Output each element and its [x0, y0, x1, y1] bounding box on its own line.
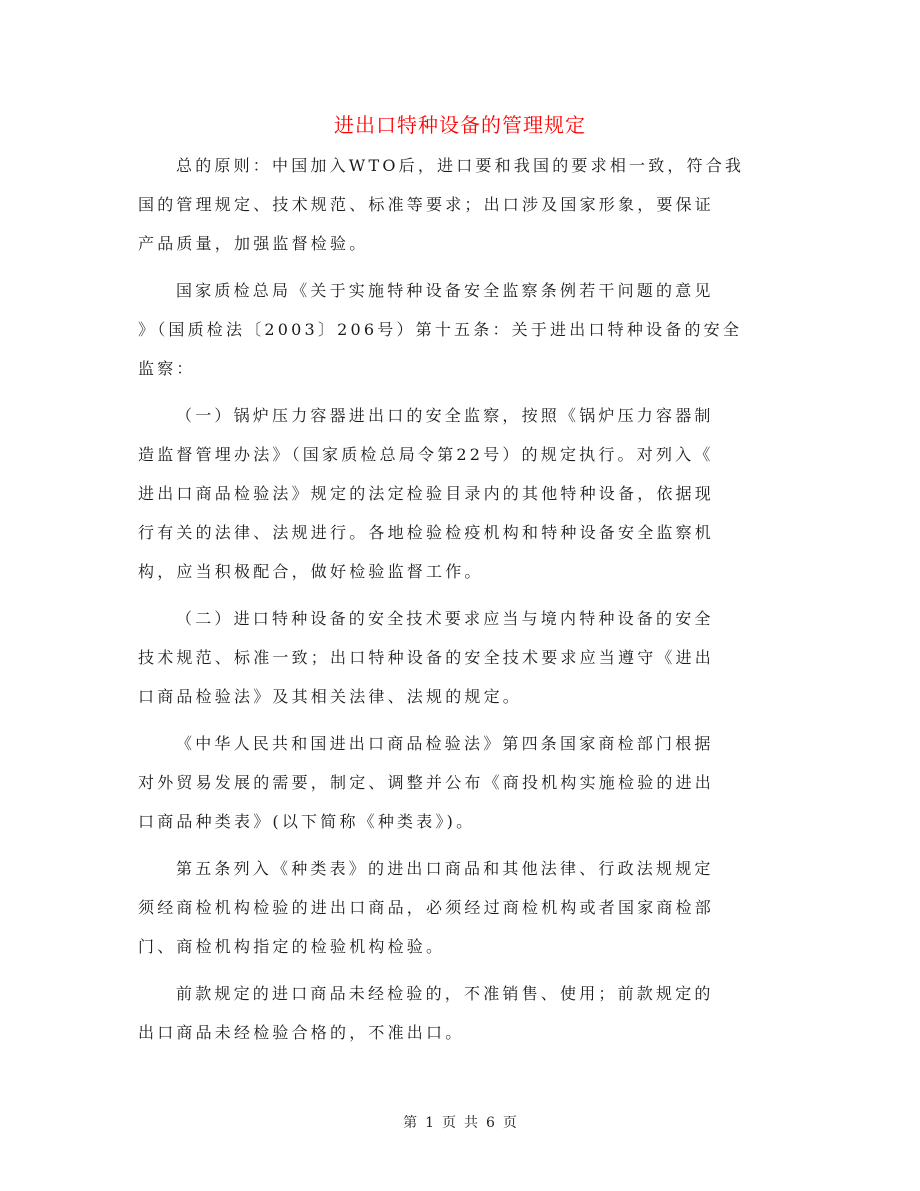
text-line: 国的管理规定、技术规范、标准等要求；出口涉及国家形象，要保证	[138, 195, 715, 214]
text-line: 》（国质检法〔2003〕206号）第十五条：关于进出口特种设备的安全	[138, 320, 743, 339]
text-line: 出口商品未经检验合格的，不准出口。	[138, 1023, 465, 1042]
document-body	[138, 146, 788, 1060]
text-line: 监察：	[138, 359, 196, 378]
paragraph-prohibition	[138, 974, 788, 1052]
text-line: 造监督管埋办法》（国家质检总局令第22号）的规定执行。对列入《	[138, 445, 714, 464]
text-line: 口商品种类表》(以下简称《种类表》)。	[138, 812, 476, 831]
document-title: 进出口特种设备的管理规定	[334, 113, 586, 137]
paragraph-inspection-law-article-4	[138, 724, 788, 841]
total-pages-number: 6	[486, 1115, 495, 1131]
text-line: （一）锅炉压力容器进出口的安全监察，按照《锅炉压力容器制	[176, 406, 714, 425]
text-line: 口商品检验法》及其相关法律、法规的规定。	[138, 687, 523, 706]
text-line: 产品质量，加强监督检验。	[138, 234, 369, 253]
text-line: 须经商检机构检验的进出口商品，必须经过商检机构或者国家商检部	[138, 898, 715, 917]
text-line: 总的原则：中国加入WTO后，进口要和我国的要求相一致，符合我	[176, 156, 745, 175]
text-line: 行有关的法律、法规进行。各地检验检疫机构和特种设备安全监察机	[138, 523, 715, 542]
paragraph-item-two	[138, 599, 788, 716]
page-number-prefix: 第	[403, 1115, 418, 1131]
page-footer	[0, 1112, 920, 1134]
page-number-suffix: 页	[502, 1115, 517, 1131]
page-number-mid: 页	[442, 1115, 456, 1131]
text-line: 第五条列入《种类表》的进出口商品和其他法律、行政法规规定	[176, 859, 714, 878]
text-line: 技术规范、标准一致；出口特种设备的安全技术要求应当遵守《进出	[138, 648, 715, 667]
current-page-number: 1	[425, 1115, 434, 1131]
total-label: 共	[464, 1115, 478, 1131]
text-line: 前款规定的进口商品未经检验的，不准销售、使用；前款规定的	[176, 984, 714, 1003]
paragraph-general-principle	[138, 146, 788, 263]
text-line: 《中华人民共和国进出口商品检验法》第四条国家商检部门根据	[176, 734, 714, 753]
paragraph-article-5	[138, 849, 788, 966]
paragraph-aqsiq-opinion	[138, 271, 788, 388]
text-line: 对外贸易发展的需要，制定、调整并公布《商投机构实施检验的进出	[138, 773, 715, 792]
text-line: 进出口商品检验法》规定的法定检验目录内的其他特种设备，依据现	[138, 484, 715, 503]
text-line: 国家质检总局《关于实施特种设备安全监察条例若干问题的意见	[176, 281, 714, 300]
text-line: （二）进口特种设备的安全技术要求应当与境内特种设备的安全	[176, 609, 714, 628]
text-line: 构，应当积极配合，做好检验监督工作。	[138, 562, 484, 581]
paragraph-item-one	[138, 396, 788, 591]
text-line: 门、商检机构指定的检验机构检验。	[138, 937, 446, 956]
